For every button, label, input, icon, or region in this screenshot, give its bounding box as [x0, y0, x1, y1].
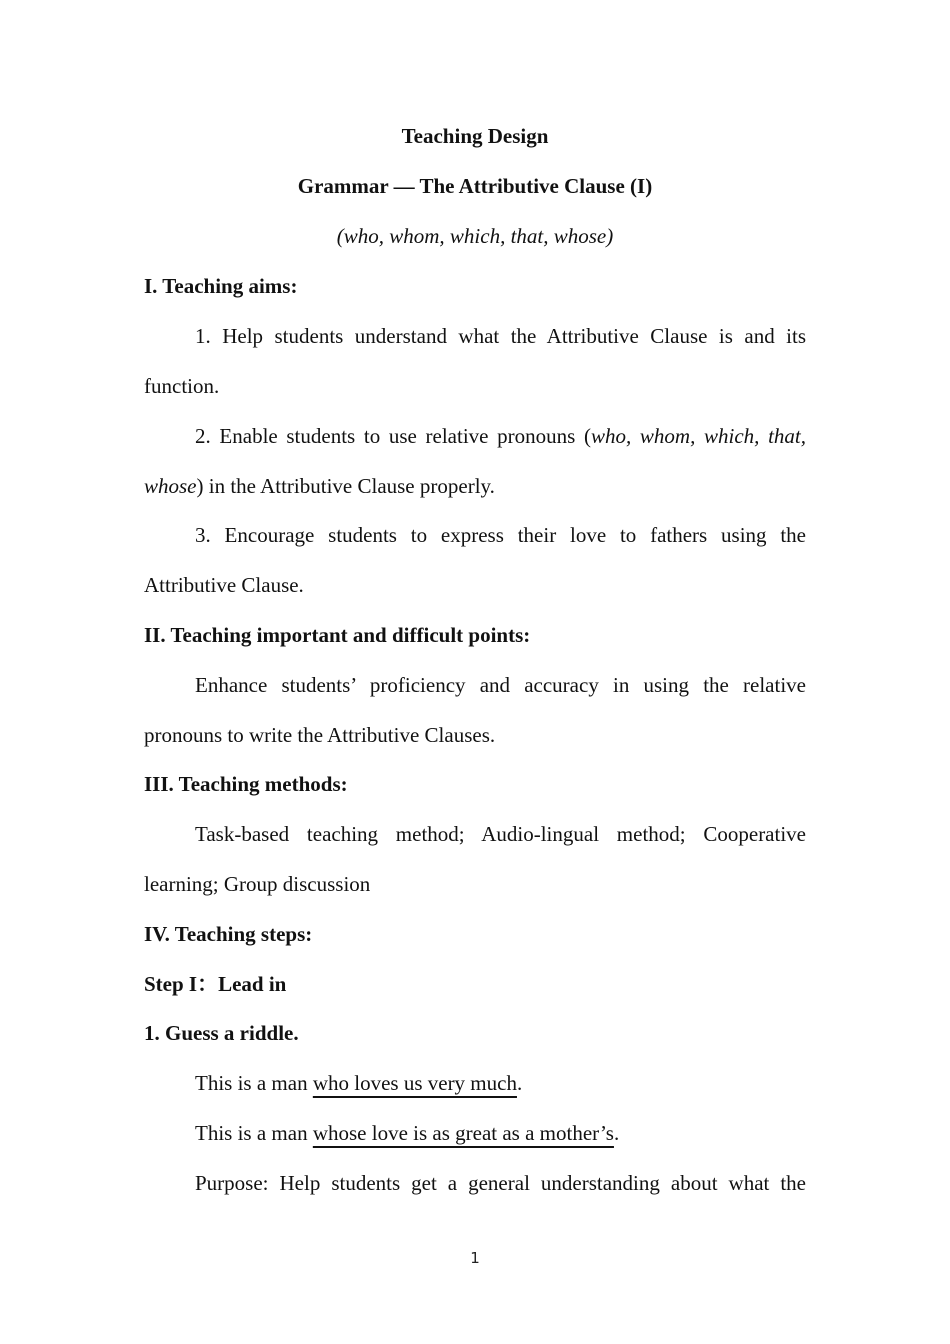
- riddle-line-1: [195, 1070, 806, 1096]
- aim-2-line-2: [144, 473, 806, 499]
- methods-line-2: learning; Group discussion: [144, 872, 371, 896]
- riddle-1-clause: who loves us very much: [312, 1071, 517, 1095]
- section-heading-points: II. Teaching important and difficult points:: [144, 623, 531, 647]
- riddle-1-period: .: [516, 1071, 523, 1095]
- riddle-line-2: [195, 1120, 806, 1146]
- page-number: 1: [470, 1249, 480, 1267]
- aim-2-pronouns: who, whom, which, that,: [590, 424, 806, 448]
- aim-2-suffix: ) in the Attributive Clause properly.: [196, 474, 495, 498]
- points-line-1: Enhance students’ proficiency and accuracy in using the relative: [195, 673, 806, 697]
- section-heading-steps: IV. Teaching steps:: [144, 922, 313, 946]
- document-subtitle: Grammar — The Attributive Clause (I): [297, 174, 653, 198]
- aim-3-line-2: Attributive Clause.: [144, 573, 304, 597]
- guess-riddle-heading: 1. Guess a riddle.: [144, 1021, 299, 1045]
- section-heading-aims: I. Teaching aims:: [144, 274, 298, 298]
- pronoun-list: (who, whom, which, that, whose): [336, 224, 614, 248]
- aim-2-prefix: 2. Enable students to use relative pronouns (: [195, 424, 591, 448]
- step-1-heading: Step I：Lead in: [144, 972, 287, 996]
- aim-3-line-1: 3. Encourage students to express their love to fathers using the: [195, 523, 806, 547]
- aim-2-pronoun-whose: whose: [144, 474, 197, 498]
- aim-1-line-1: 1. Help students understand what the Attributive Clause is and its: [195, 324, 806, 348]
- methods-line-1: Task-based teaching method; Audio-lingual method; Cooperative: [195, 822, 806, 846]
- riddle-2-period: .: [613, 1121, 620, 1145]
- riddle-2-prefix: This is a man: [195, 1121, 313, 1145]
- document-title: Teaching Design: [401, 124, 549, 148]
- points-line-2: pronouns to write the Attributive Clauses.: [144, 723, 496, 747]
- aim-2-line-1: [195, 423, 806, 449]
- riddle-2-clause: whose love is as great as a mother’s: [312, 1121, 614, 1145]
- section-heading-methods: III. Teaching methods:: [144, 772, 348, 796]
- purpose-line-1: Purpose: Help students get a general understanding about what the: [195, 1171, 806, 1195]
- riddle-1-prefix: This is a man: [195, 1071, 313, 1095]
- aim-1-line-2: function.: [144, 374, 220, 398]
